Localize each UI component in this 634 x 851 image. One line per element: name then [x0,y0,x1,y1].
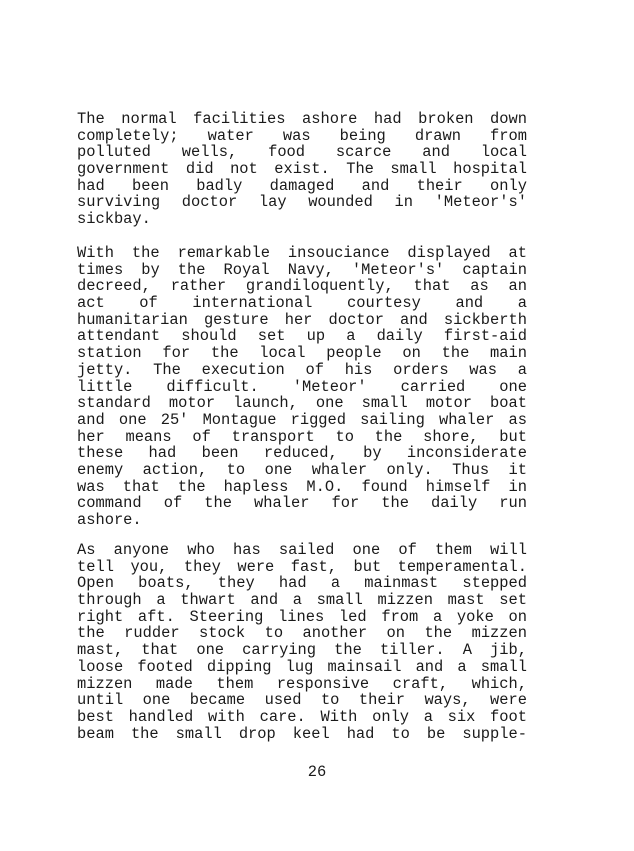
text-line: jetty. The execution of his orders was a [77,360,527,379]
text-line: through a thwart and a small mizzen mast set [77,591,527,610]
text-line: ashore. [77,511,142,529]
text-line: enemy action, to one whaler only. Thus it [77,460,527,479]
text-line: standard motor launch, one small motor boat [77,394,527,413]
paragraph-facilities [77,111,527,228]
text-line: As anyone who has sailed one of them will [77,541,527,559]
text-line: sickbay. [77,210,151,229]
text-line: and one 25' Montague rigged sailing whaler as [77,410,527,429]
text-line: mast, that one carrying the tiller. A jib, [77,641,527,660]
text-line: had been badly damaged and their only [77,176,527,195]
text-line: The normal facilities ashore had broken down [77,110,527,128]
text-line: command of the whaler for the daily run [77,494,527,513]
text-line: her means of transport to the shore, but [77,427,527,446]
paragraph-whaler-boats [77,542,527,742]
text-line: until one became used to their ways, were [77,691,527,710]
text-line: attendant should set up a daily first-aid [77,327,527,346]
text-line: government did not exist. The small hospital [77,160,527,179]
text-line: tell you, they were fast, but temperamental. [77,557,527,576]
text-line: the rudder stock to another on the mizzen [77,624,527,643]
text-line: act of international courtesy and a [77,294,527,313]
text-line: these had been reduced, by inconsiderate [77,444,527,463]
text-line: completely; water was being drawn from [77,126,527,145]
paragraph-royal-navy [77,245,527,529]
text-line: humanitarian gesture her doctor and sickberth [77,310,527,329]
text-line: With the remarkable insouciance displayed at [77,244,527,262]
text-line: best handled with care. With only a six foot [77,707,527,726]
text-line: little difficult. 'Meteor' carried one [77,377,527,396]
text-line: times by the Royal Navy, 'Meteor's' captain [77,260,527,279]
text-line: right aft. Steering lines led from a yoke on [77,607,527,626]
text-line: Open boats, they had a mainmast stepped [77,574,527,593]
text-line: loose footed dipping lug mainsail and a small [77,657,527,676]
text-line: was that the hapless M.O. found himself in [77,477,527,496]
text-line: mizzen made them responsive craft, which, [77,674,527,693]
page-number: 26 [307,763,327,781]
text-line: decreed, rather grandiloquently, that as an [77,277,527,296]
text-line: polluted wells, food scarce and local [77,143,527,162]
text-line: surviving doctor lay wounded in 'Meteor's' [77,193,527,212]
text-line: station for the local people on the main [77,344,527,363]
text-line: beam the small drop keel had to be supple- [77,724,527,743]
